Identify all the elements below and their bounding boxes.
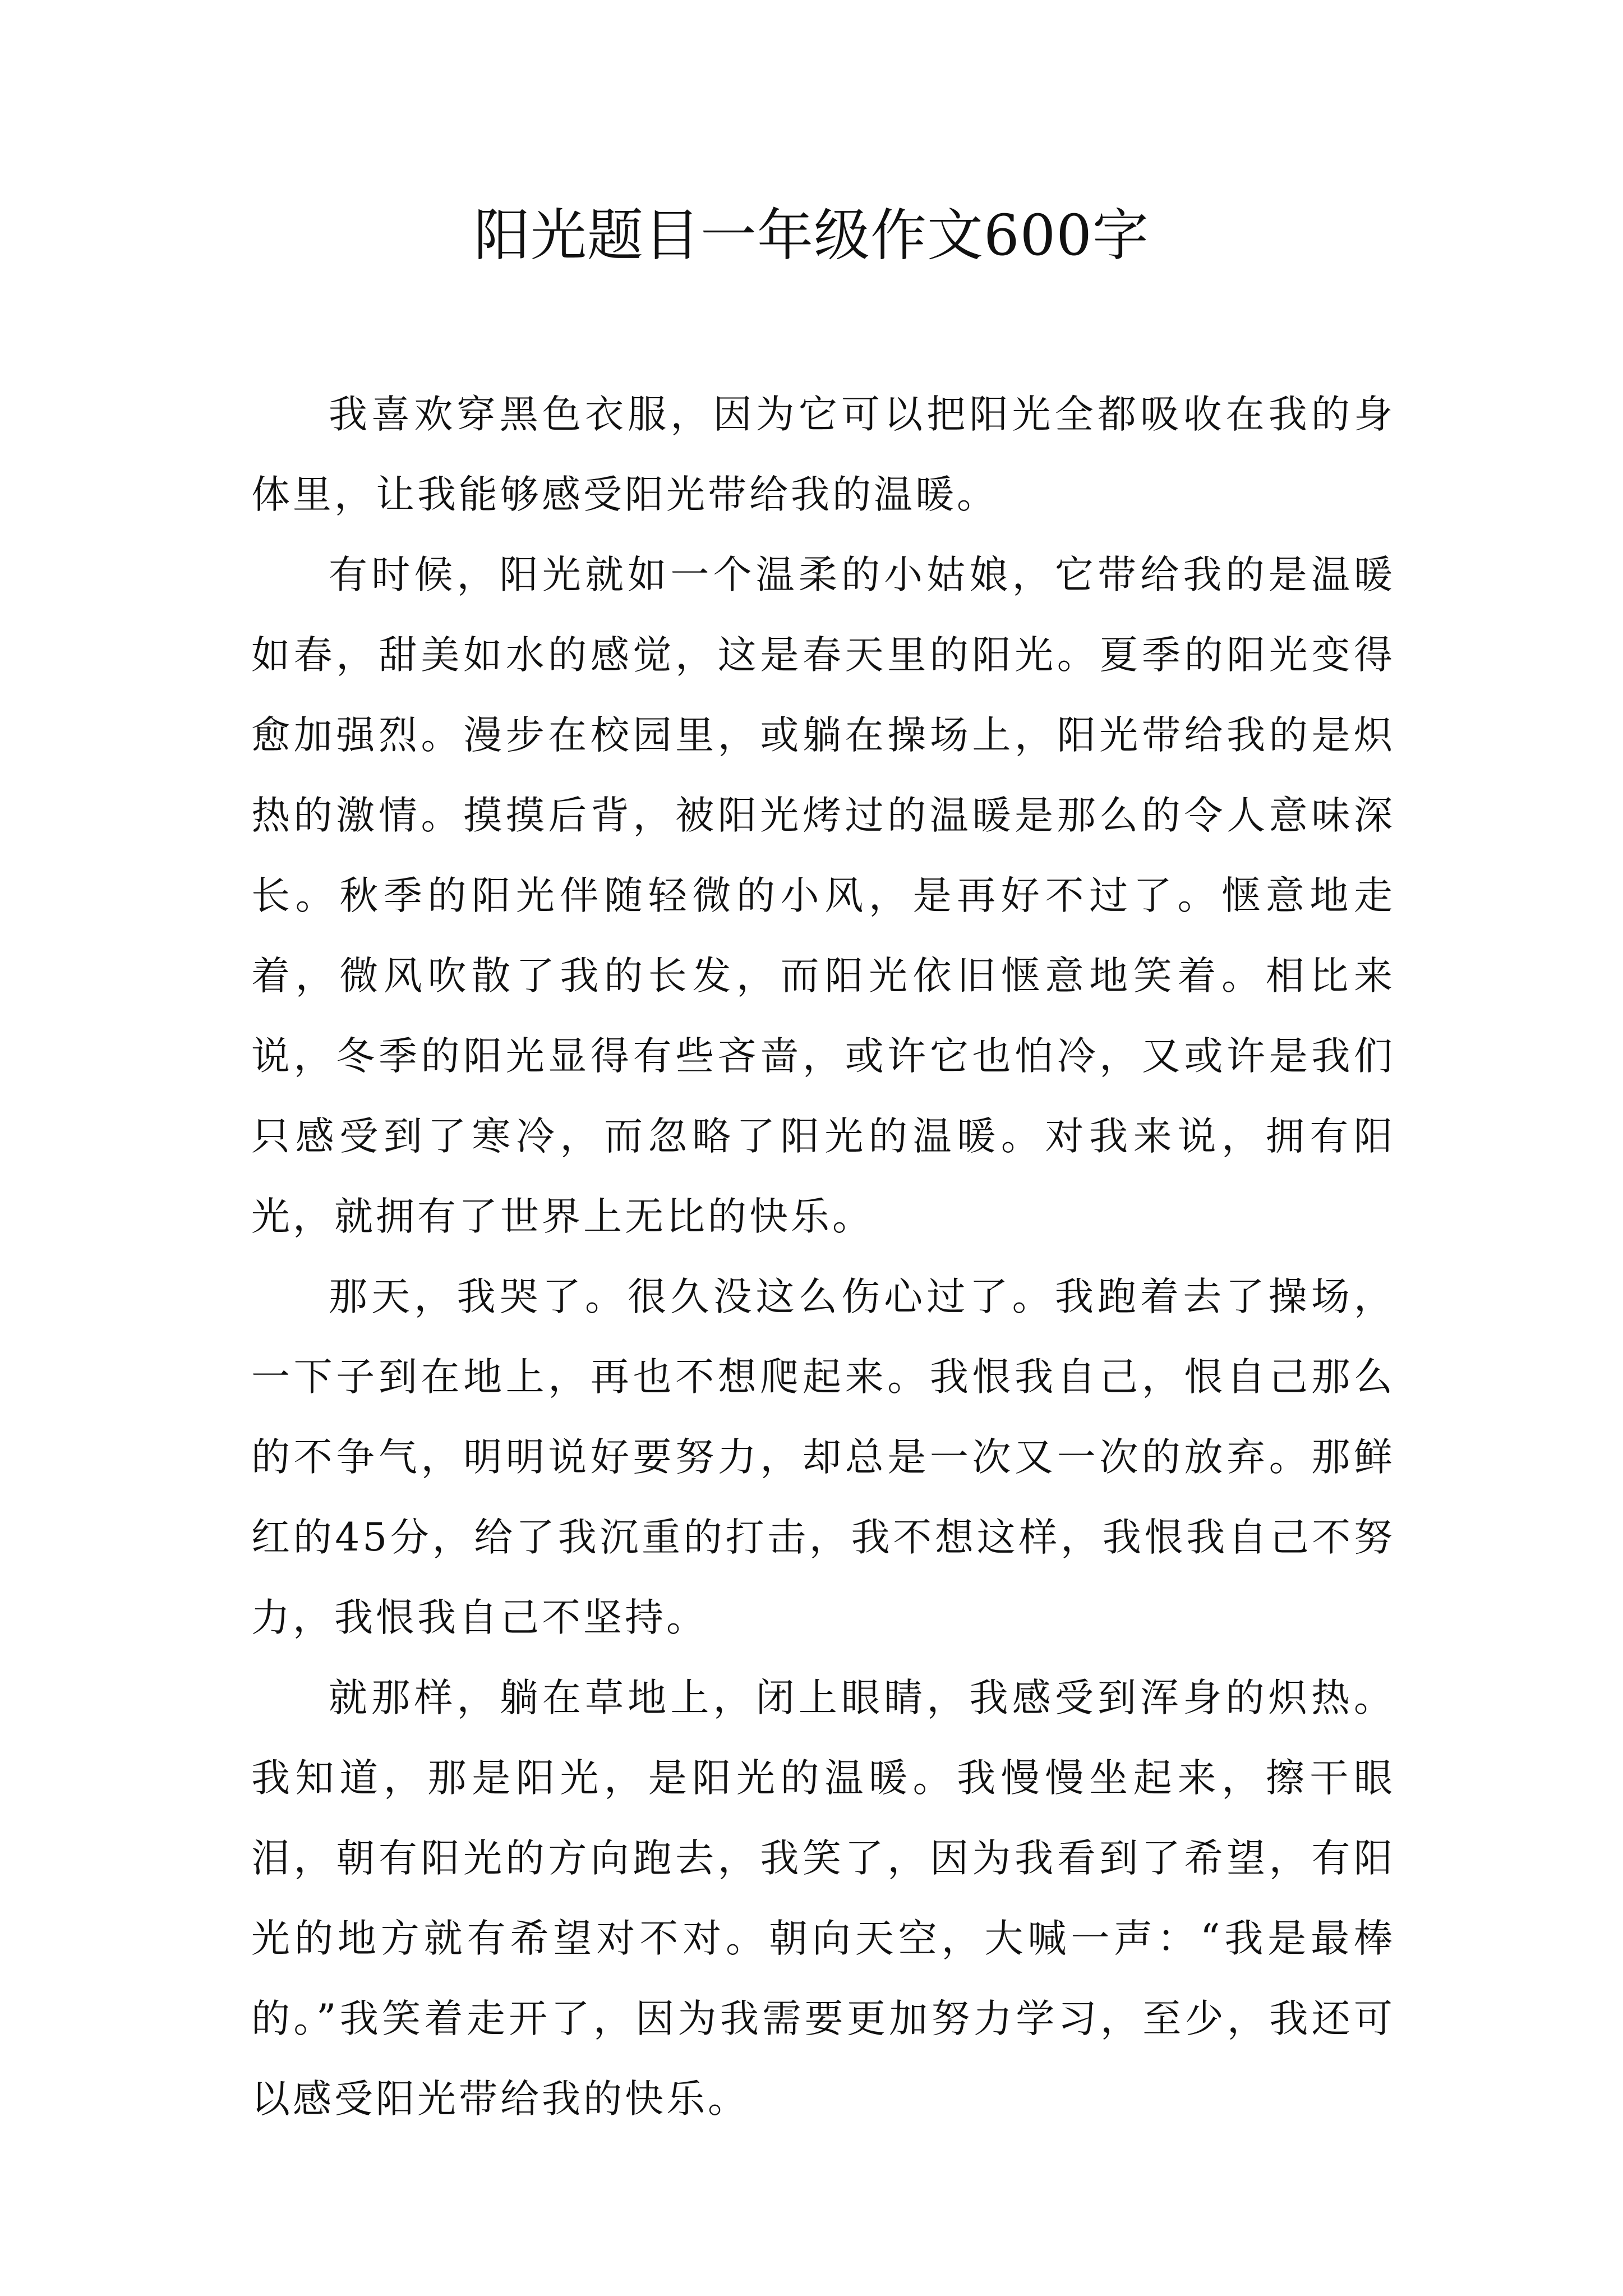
paragraph-3: 那天，我哭了。很久没这么伤心过了。我跑着去了操场，一下子到在地上，再也不想爬起来。我恨我自己，恨自己那么的不争气，明明说好要努力，却总是一次又一次的放弃。那鲜红的45分，给了我沉重的打击，我不想这样，我恨我自己不努力，我恨我自己不坚持。 bbox=[251, 1274, 1395, 1640]
document-body bbox=[251, 375, 1395, 2139]
paragraph-2: 有时候，阳光就如一个温柔的小姑娘，它带给我的是温暖如春，甜美如水的感觉，这是春天里的阳光。夏季的阳光变得愈加强烈。漫步在校园里，或躺在操场上，阳光带给我的是炽热的激情。摸摸后背，被阳光烤过的温暖是那么的令人意味深长。秋季的阳光伴随轻微的小风，是再好不过了。惬意地走着，微风吹散了我的长发，而阳光依旧惬意地笑着。相比来说，冬季的阳光显得有些吝啬，或许它也怕冷，又或许是我们只感受到了寒冷，而忽略了阳光的温暖。对我来说，拥有阳光，就拥有了世界上无比的快乐。 bbox=[251, 553, 1395, 1239]
paragraph-4: 就那样，躺在草地上，闭上眼睛，我感受到浑身的炽热。我知道，那是阳光，是阳光的温暖。我慢慢坐起来，擦干眼泪，朝有阳光的方向跑去，我笑了，因为我看到了希望，有阳光的地方就有希望对不对。朝向天空，大喊一声：“我是最棒的。”我笑着走开了，因为我需要更加努力学习，至少，我还可以感受阳光带给我的快乐。 bbox=[251, 1676, 1395, 2122]
document-title: 阳光题目一年级作文600字 bbox=[474, 203, 1149, 268]
paragraph-1: 我喜欢穿黑色衣服，因为它可以把阳光全都吸收在我的身体里，让我能够感受阳光带给我的温暖。 bbox=[251, 392, 1395, 517]
